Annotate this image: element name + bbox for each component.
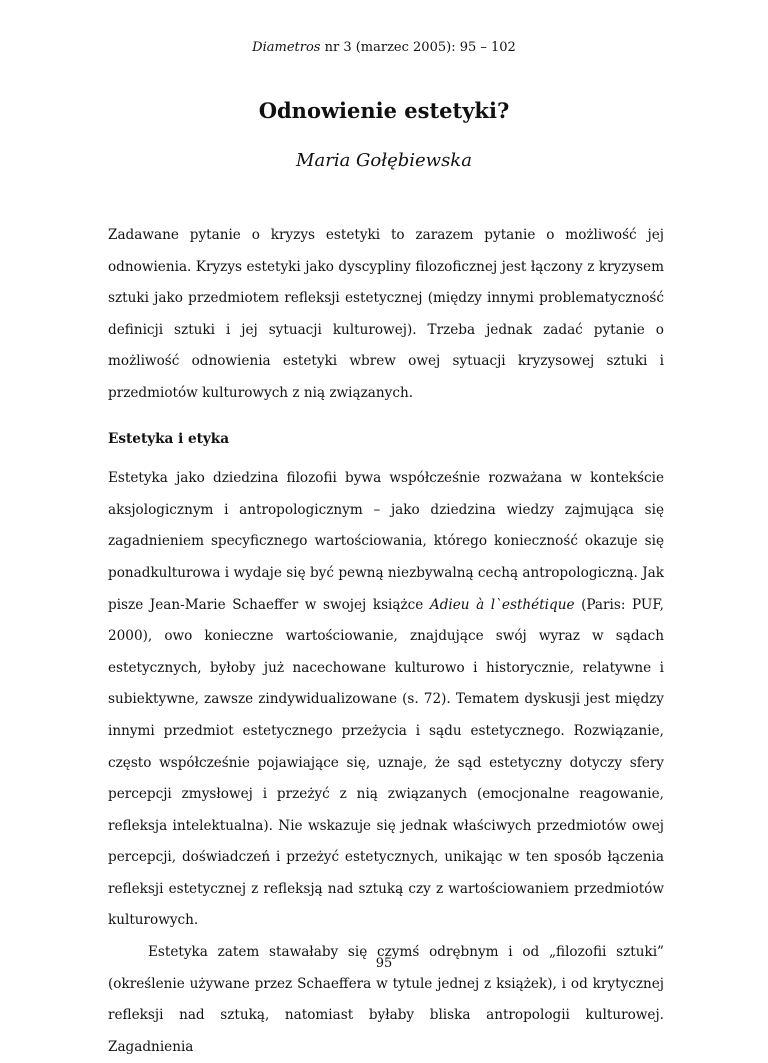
journal-name: Diametros [252, 40, 321, 55]
article-title: Odnowienie estetyki? [258, 98, 510, 123]
article-author: Maria Gołębiewska [296, 150, 472, 171]
page-number: 95 [375, 956, 393, 971]
book-title: Adieu à l`esthétique [429, 596, 575, 613]
paragraph-2 [108, 463, 664, 937]
article-body [108, 220, 664, 1063]
paragraph-2-part-1: Estetyka jako dziedzina filozofii bywa współcześnie rozważana w kontekście aksjologicznym i antropologicznym – jako dziedzina wiedzy zajmująca się zagadnieniem specyficznego wartościowania, którego konieczność okazuje się ponadkulturowa i wydaje się być pewną niezbywalną cechą antropologiczną. Jak pisze Jean-Marie Schaeffer w swojej książce [108, 470, 664, 613]
paragraph-2-part-2: (Paris: PUF, 2000), owo konieczne wartościowanie, znajdujące swój wyraz w sądach estetycznych, byłoby już nacechowane kulturowo i historycznie, relatywne i subiektywne, zawsze zindywidualizowane (s. 72). Tematem dyskusji jest między innymi przedmiot estetycznego przeżycia i sądu estetycznego. Rozwiązanie, często współcześnie pojawiające się, uznaje, że sąd estetyczny dotyczy sfery percepcji zmysłowej i przeżyć z nią związanych (emocjonalne reagowanie, refleksja intelektualna). Nie wskazuje się jednak właściwych przedmiotów owej percepcji, doświadczeń i przeżyć estetycznych, unikając w ten sposób łączenia refleksji estetycznej z refleksją nad sztuką czy z wartościowaniem przedmiotów kulturowych. [108, 596, 664, 929]
paragraph-intro: Zadawane pytanie o kryzys estetyki to zarazem pytanie o możliwość jej odnowienia. Kryzys estetyki jako dyscypliny filozoficznej jest łączony z kryzysem sztuki jako przedmiotem refleksji estetycznej (między innymi problematyczność definicji sztuki i jej sytuacji kulturowej). Trzeba jednak zadać pytanie o możliwość odnowienia estetyki wbrew owej sytuacji kryzysowej sztuki i przedmiotów kulturowych z nią związanych. [108, 227, 664, 401]
issue-info: nr 3 (marzec 2005): 95 – 102 [324, 40, 516, 55]
section-heading: Estetyka i etyka [108, 430, 230, 447]
paragraph-3: Estetyka zatem stawałaby się czymś odrębnym i od „filozofii sztuki” (określenie używane przez Schaeffera w tytule jednej z książek), i od krytycznej refleksji nad sztuką, natomiast byłaby bliska antropologii kulturowej. Zagadnienia [108, 944, 664, 1055]
running-header [0, 40, 768, 55]
